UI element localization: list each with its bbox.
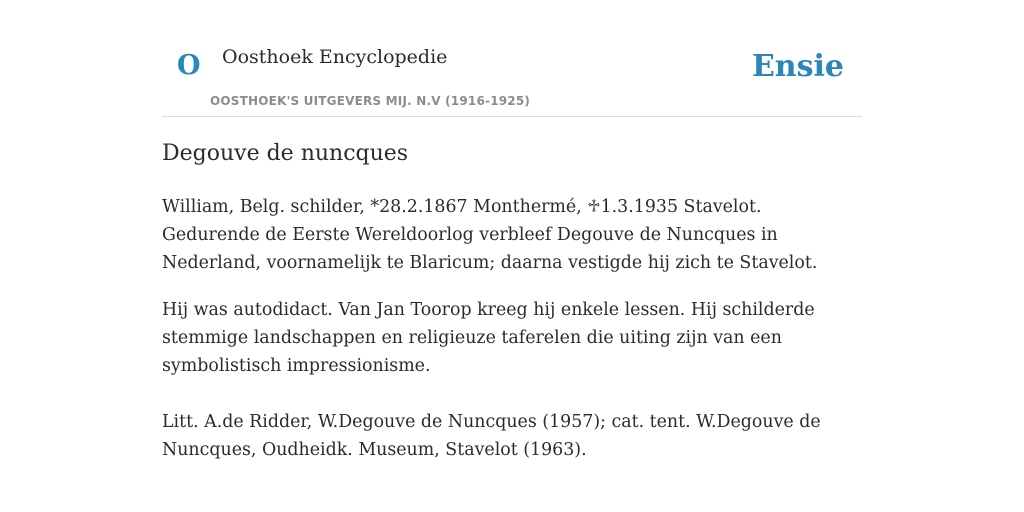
entry-content — [162, 138, 862, 464]
entry-paragraph-career: Hij was autodidact. Van Jan Toorop kreeg hij enkele lessen. Hij schilderde stemmige landschappen en religieuze taferelen die uiting zijn van een symbolistisch impressionisme. — [162, 300, 815, 376]
publisher-subtitle: OOSTHOEK'S UITGEVERS MIJ. N.V (1916-1925) — [210, 94, 531, 108]
entry-paragraph-biography: William, Belg. schilder, *28.2.1867 Monthermé, ♱1.3.1935 Stavelot. Gedurende de Eerste Wereldoorlog verbleef Degouve de Nuncques in Nederland, voornamelijk te Blaricum; daarna vestigde hij zich te Stavelot. — [162, 197, 818, 273]
site-logo[interactable]: O — [177, 50, 201, 81]
entry-paragraph-literature: Litt. A.de Ridder, W.Degouve de Nuncques (1957); cat. tent. W.Degouve de Nuncques, Oudheidk. Museum, Stavelot (1963). — [162, 412, 821, 460]
ensie-brand-link[interactable]: Ensie — [751, 49, 844, 84]
entry-title: Degouve de nuncques — [162, 141, 409, 166]
site-header — [162, 0, 862, 117]
site-title-link[interactable]: Oosthoek Encyclopedie — [222, 46, 448, 68]
